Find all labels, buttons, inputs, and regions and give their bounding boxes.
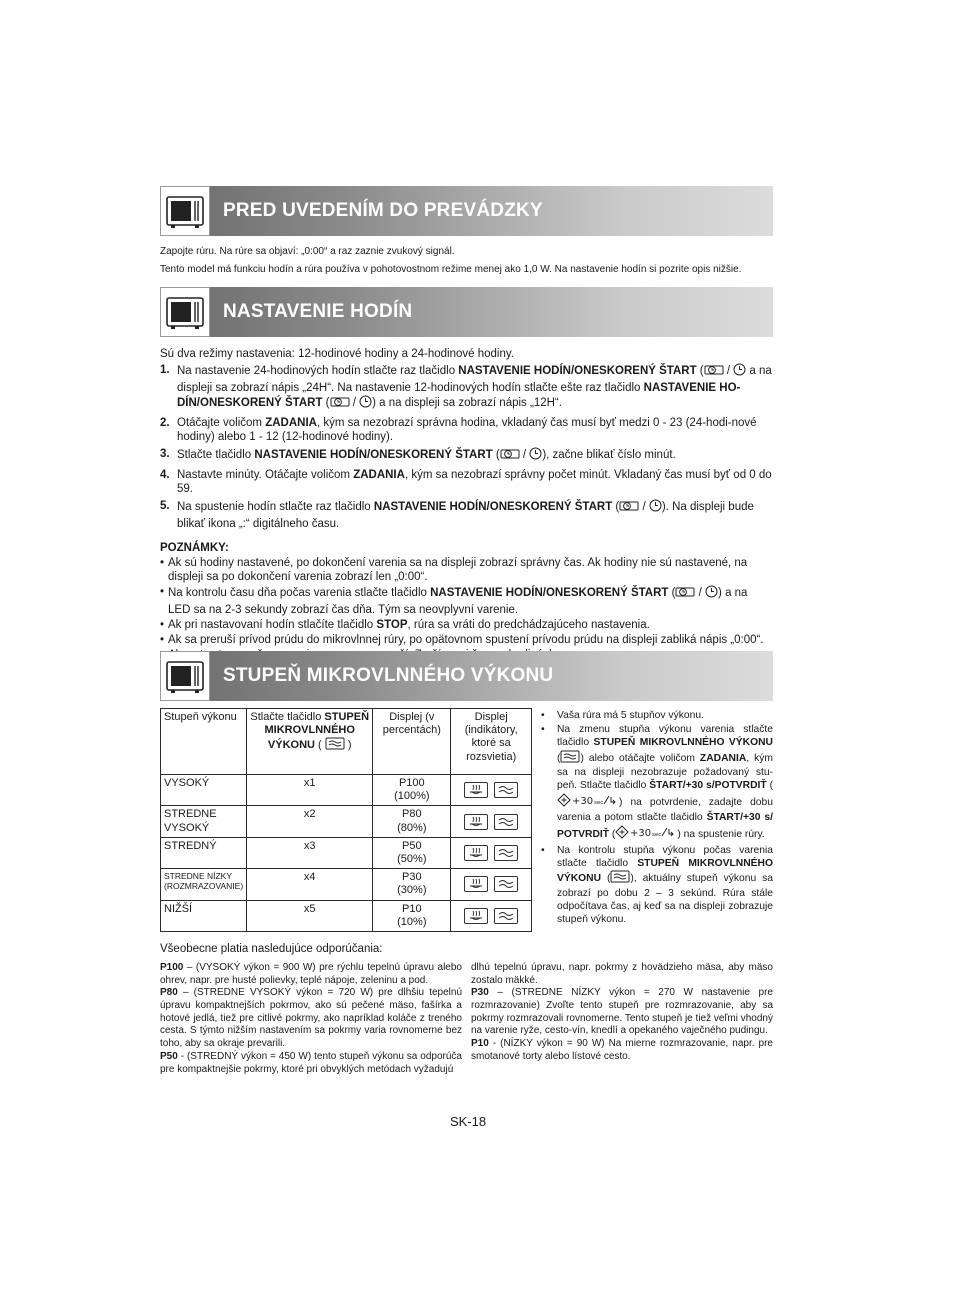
- clock-delay-icon: [500, 448, 520, 464]
- notes-list: [160, 556, 773, 663]
- column-header: Displej (indikátory, ktoré sa rozsvietia): [451, 709, 532, 775]
- notes-title: POZNÁMKY:: [160, 542, 229, 555]
- page-number: SK-18: [450, 1114, 487, 1129]
- recommendations-lead: Všeobecne platia nasledujúce odporúčania:: [160, 943, 383, 955]
- display-percent: P50 (50%): [373, 837, 451, 868]
- recommendation-p30: P30 – (STREDNE NÍZKY výkon = 270 W nastavenie pre rozmrazovanie) Zvoľte tento stupeň pre rozmrazovanie, aby sa pokrmy rozmrazovali rovnomerne. Tento stupeň je tiež veľmi vhodný na varenie ryže, cesto-vín, knedlí a opekaného vaječného pudingu.: [471, 987, 773, 1037]
- microwave-icon: [160, 651, 210, 701]
- intro-line: Zapojte rúru. Na rúre sa objaví: „0:00“ a raz zaznie zvukový signál.: [160, 246, 455, 257]
- clock-delay-icon: [704, 364, 724, 380]
- list-item: • Vaša rúra má 5 stupňov výkonu.: [541, 710, 773, 723]
- list-item: 5. Na spustenie hodín stlačte raz tlačidlo NASTAVENIE HODÍN/ONESKORENÝ ŠTART ( / ). Na displeji bude blikať ikona „:“ digitálneho času.: [160, 500, 754, 530]
- start-plus30-icon: [557, 793, 619, 812]
- display-percent: P100 (100%): [373, 775, 451, 806]
- display-percent: P10 (10%): [373, 900, 451, 931]
- power-level-name: VYSOKÝ: [161, 775, 247, 806]
- table-row: [161, 806, 532, 837]
- power-level-button-icon: [325, 737, 345, 754]
- power-level-name: STREDNE VYSOKÝ: [161, 806, 247, 837]
- svg-text:sec: sec: [652, 831, 662, 838]
- recommendation-p100: P100 – (VYSOKÝ výkon = 900 W) pre rýchlu tepelnú úpravu alebo ohrev, napr. pre husté polievky, teplé nápoje, zeleninu a pod.: [160, 962, 462, 986]
- list-item: • Na kontrolu stupňa výkonu počas varenia stlačte tlačidlo STUPEŇ MIKROVLNNÉHO VÝKONU ( ), aktuálny stupeň výkonu sa zobrazí po dobu 2 – 3 sekúnd. Rúra stále odpočítava čas, aj keď sa na displeji zobrazuje stupeň výkonu.: [541, 845, 773, 927]
- power-level-notes: [541, 710, 773, 928]
- clock-icon: [733, 363, 746, 380]
- clock-delay-icon: [675, 586, 695, 602]
- press-count: x1: [247, 775, 373, 806]
- microwave-wave-indicator-icon: [494, 814, 518, 830]
- table-header-row: [161, 709, 532, 775]
- recommendations-right-column: [471, 962, 773, 1064]
- list-item: 1. Na nastavenie 24-hodinových hodín stlačte raz tlačidlo NASTAVENIE HODÍN/ONESKORENÝ ŠTART ( / a na displeji sa zobrazí nápis „24H“. Na nastavenie 12-hodinových hodín stlačte ešte raz tlačidlo NASTAVENIE HO- DÍN/ONESKORENÝ ŠTART ( / ) a na displeji sa zobrazí nápis „12H“.: [160, 363, 773, 412]
- display-indicators: [451, 869, 532, 900]
- column-header: Stupeň výkonu: [161, 709, 247, 775]
- clock-delay-icon: [330, 396, 350, 412]
- power-level-name: STREDNÝ: [161, 837, 247, 868]
- list-item: • Na kontrolu času dňa počas varenia stlačte tlačidlo NASTAVENIE HODÍN/ONESKORENÝ ŠTART ( / ) a na LED sa na 2-3 sekundy zobrazí čas dňa. Tým sa neovplyvní varenie.: [160, 585, 773, 617]
- column-header: Displej (v percentách): [373, 709, 451, 775]
- list-item: • Na zmenu stupňa výkonu varenia stlačte tlačidlo STUPEŇ MIKROVLNNÉHO VÝKONU ( ) alebo otáčajte voličom ZADANIA, kým sa na displeji nezobrazuje požadovaný stu-peň. Stlačte tlačidlo ŠTART/+30 s/POTVRDIŤ ( +30 sec ) na potvrdenie, zadajte dobu varenia a potom stlačte tlačidlo ŠTART/+30 s/ POTVRDIŤ ( +30 sec ) na spustenie rúry.: [541, 724, 773, 844]
- recommendation-p50-continued: dlhú tepelnú úpravu, napr. pokrmy z hovädzieho mäsa, aby mäso zostalo mäkké.: [471, 962, 773, 986]
- power-level-button-icon: [610, 870, 630, 888]
- table-row: [161, 837, 532, 868]
- display-indicators: [451, 900, 532, 931]
- intro-paragraph: [160, 246, 773, 276]
- clock-delay-icon: [619, 500, 639, 516]
- svg-text:+30: +30: [630, 827, 652, 839]
- list-item: 4. Nastavte minúty. Otáčajte voličom ZADANIA, kým sa nezobrazí správny počet minút. Vkladaný čas musí byť od 0 do 59.: [160, 468, 772, 495]
- clock-steps: [160, 363, 773, 531]
- list-item: • Ak sa preruší prívod prúdu do mikrovlnnej rúry, po opätovnom spustení prívodu prúdu na displeji zabliká nápis „0:00“.: [160, 633, 773, 662]
- display-indicators: [451, 837, 532, 868]
- svg-text:+30: +30: [572, 796, 594, 808]
- clock-icon: [649, 499, 662, 516]
- dish-indicator-icon: [464, 814, 488, 830]
- recommendation-p50: P50 - (STREDNÝ výkon = 450 W) tento stupeň výkonu sa odporúča pre kompaktnejšie pokrmy, ktoré pri obvyklých metódach vyžadujú: [160, 1050, 462, 1075]
- clock-icon: [529, 447, 542, 464]
- recommendations-left-column: [160, 962, 462, 1076]
- power-level-name: STREDNE NÍZKY (ROZMRAZOVANIE): [161, 869, 247, 900]
- list-item: • Ak pri nastavovaní hodín stlačíte tlačidlo STOP, rúra sa vráti do predchádzajúceho nastavenia.: [160, 618, 773, 632]
- recommendation-p80: P80 – (STREDNE VYSOKÝ výkon = 720 W) pre dlhšiu tepelnú úpravu kompaktnejších pokrmov, ako sú pečené mäso, fašírka a hotové jedlá, tiež pre citlivé pokrmy, ako napríklad koláče z treného cesta. S týmto nižším nastavením sa pokrmy varia rovnomerne bez toho, aby sa okraje prevarili.: [160, 987, 462, 1050]
- display-indicators: [451, 775, 532, 806]
- section-title: NASTAVENIE HODÍN: [223, 301, 413, 322]
- display-percent: P80 (80%): [373, 806, 451, 837]
- display-indicators: [451, 806, 532, 837]
- section-title: STUPEŇ MIKROVLNNÉHO VÝKONU: [223, 665, 554, 686]
- power-level-name: NIŽŠÍ: [161, 900, 247, 931]
- table-row: [161, 869, 532, 900]
- section-banner-before-use: [160, 186, 773, 236]
- press-count: x4: [247, 869, 373, 900]
- display-percent: P30 (30%): [373, 869, 451, 900]
- svg-text:sec: sec: [594, 800, 604, 807]
- microwave-icon: [160, 287, 210, 337]
- microwave-wave-indicator-icon: [494, 782, 518, 798]
- list-item: 2. Otáčajte voličom ZADANIA, kým sa nezobrazí správna hodina, vkladaný čas musí byť medzi 0 - 23 (24-hodi-nové hodiny) alebo 1 - 12 (12-hodinové hodiny).: [160, 416, 757, 443]
- column-header: Stlačte tlačidlo STUPEŇ MIKROVLNNÉHO VÝKONU ( ): [247, 709, 373, 775]
- dish-indicator-icon: [464, 908, 488, 924]
- power-level-table: [160, 708, 532, 932]
- table-row: [161, 900, 532, 931]
- microwave-icon: [160, 186, 210, 236]
- press-count: x3: [247, 837, 373, 868]
- press-count: x2: [247, 806, 373, 837]
- intro-line: Tento model má funkciu hodín a rúra používa v pohotovostnom režime menej ako 1,0 W. Na nastavenie hodín si pozrite opis nižšie.: [160, 263, 742, 275]
- dish-indicator-icon: [464, 845, 488, 861]
- list-item: 3. Stlačte tlačidlo NASTAVENIE HODÍN/ONESKORENÝ ŠTART ( / ), začne blikať číslo minút.: [160, 447, 773, 464]
- table-row: [161, 775, 532, 806]
- section-banner-clock-setting: [160, 287, 773, 337]
- clock-icon: [705, 585, 718, 602]
- section-title: PRED UVEDENÍM DO PREVÁDZKY: [223, 200, 543, 221]
- microwave-wave-indicator-icon: [494, 876, 518, 892]
- recommendation-p10: P10 - (NÍZKY výkon = 90 W) Na mierne rozmrazovanie, napr. pre smotanové torty alebo lístové cesto.: [471, 1038, 773, 1062]
- start-plus30-icon: [615, 825, 677, 844]
- power-level-button-icon: [560, 750, 580, 768]
- microwave-wave-indicator-icon: [494, 845, 518, 861]
- press-count: x5: [247, 900, 373, 931]
- dish-indicator-icon: [464, 876, 488, 892]
- list-item: • Ak sú hodiny nastavené, po dokončení varenia sa na displeji zobrazí správny čas. Ak hodiny nie sú nastavené, na displeji sa po dokončení varenia zobrazí len „0:00“.: [160, 556, 773, 585]
- microwave-wave-indicator-icon: [494, 908, 518, 924]
- clock-lead: Sú dva režimy nastavenia: 12-hodinové hodiny a 24-hodinové hodiny.: [160, 348, 514, 360]
- clock-icon: [359, 395, 372, 412]
- section-banner-microwave-power: [160, 651, 773, 701]
- clock-instructions: [160, 347, 773, 663]
- dish-indicator-icon: [464, 782, 488, 798]
